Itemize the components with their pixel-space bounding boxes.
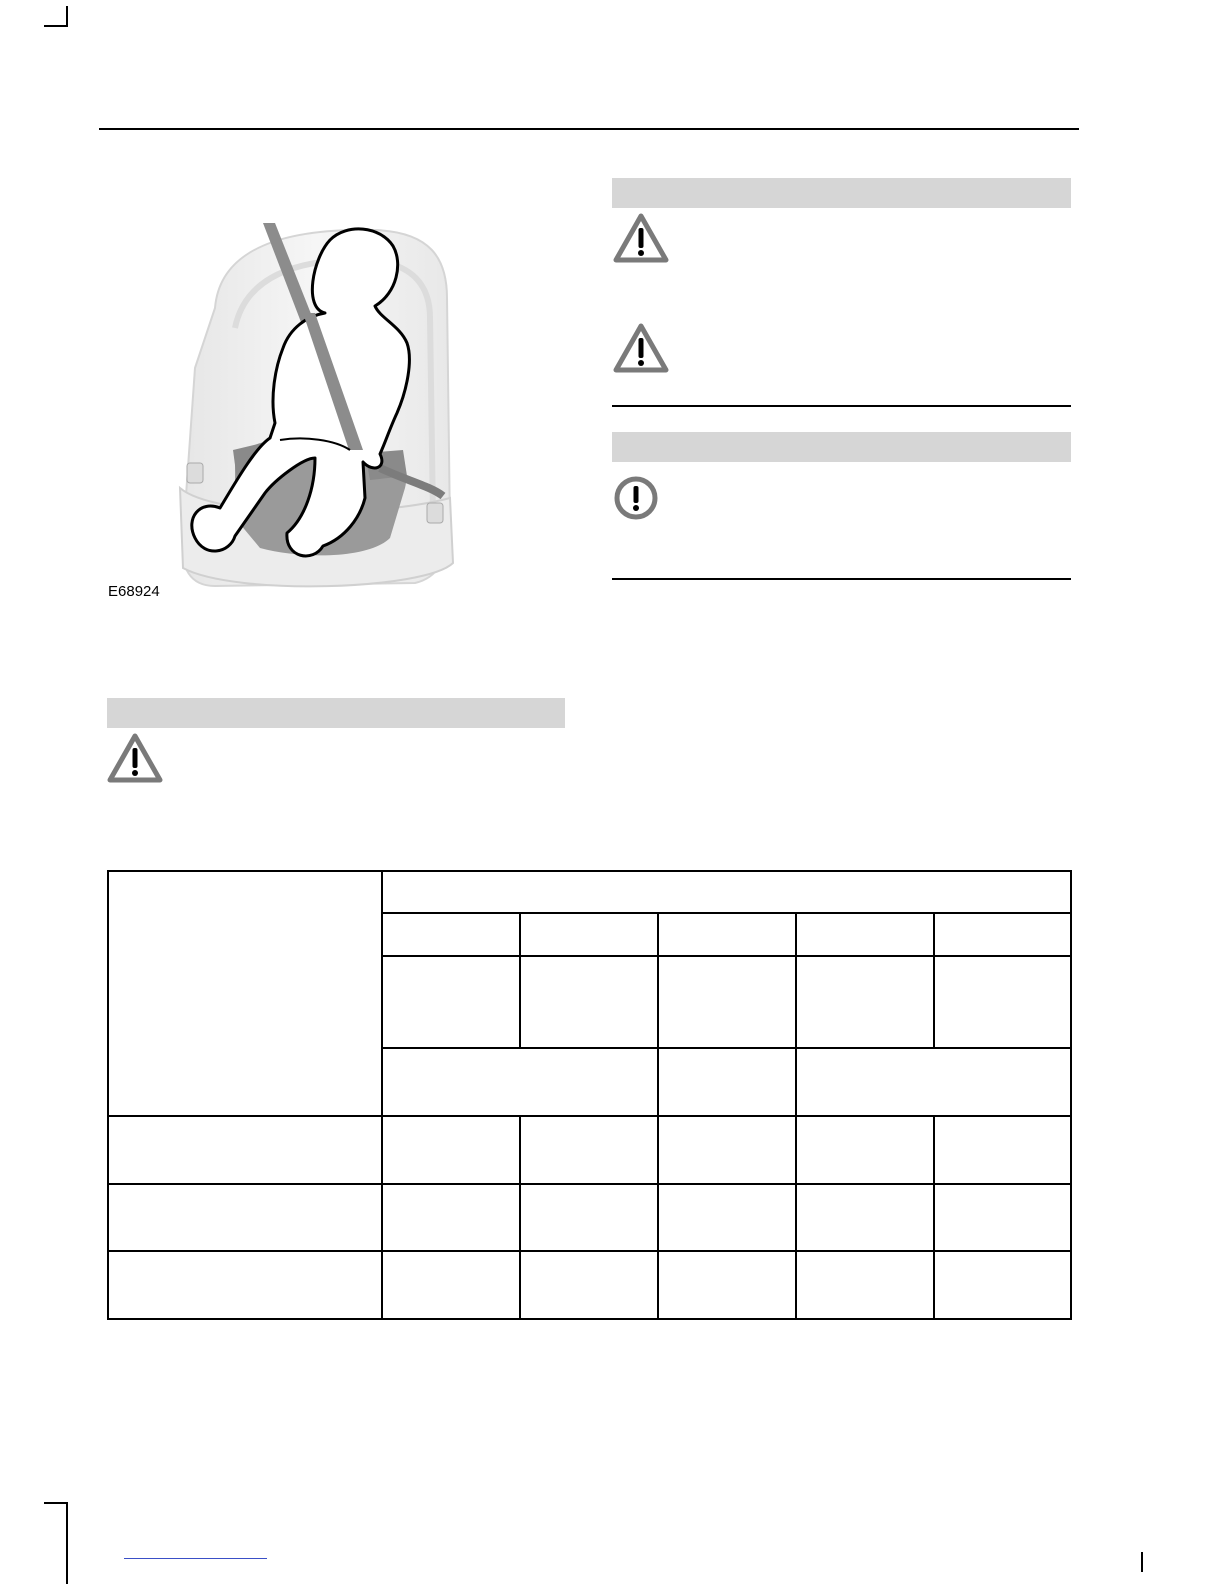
- crop-mark-bottom-left-v: [66, 1502, 68, 1584]
- booster-seat-illustration: [175, 218, 460, 593]
- warning-triangle-icon: [106, 732, 164, 784]
- crop-mark-top-left-v: [66, 6, 68, 27]
- figure-code: E68924: [108, 583, 160, 600]
- section-rule-2: [612, 578, 1071, 580]
- caution-circle-icon: [612, 474, 660, 522]
- table-grid: [107, 870, 1072, 1320]
- note-section-bar: [612, 432, 1071, 462]
- warning-section-bar-2: [107, 698, 565, 728]
- warning-section-bar-1: [612, 178, 1071, 208]
- footer-link-underline[interactable]: [124, 1558, 267, 1559]
- header-rule: [99, 128, 1079, 130]
- crop-mark-bottom-left-h: [44, 1502, 68, 1504]
- crop-mark-bottom-right-v: [1141, 1552, 1143, 1572]
- section-rule-1: [612, 405, 1071, 407]
- warning-triangle-icon: [612, 212, 670, 264]
- warning-triangle-icon: [612, 322, 670, 374]
- crop-mark-top-left-h: [44, 25, 68, 27]
- child-seat-table: [107, 870, 1072, 1320]
